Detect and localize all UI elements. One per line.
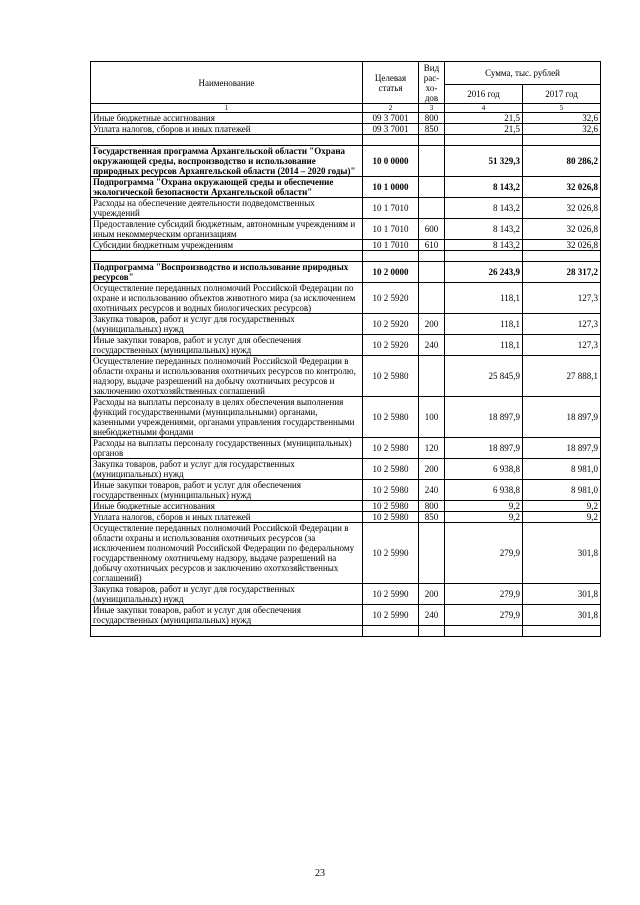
row-sum-2017: 8 981,0 [523, 459, 601, 480]
row-sum-2016: 21,5 [445, 124, 523, 135]
row-target-code: 10 2 5990 [363, 584, 419, 605]
page-number: 23 [315, 868, 325, 879]
row-expense-kind: 120 [419, 438, 445, 459]
spacer-cell [91, 626, 363, 637]
row-sum-2017: 9,2 [523, 501, 601, 512]
table-body [91, 113, 601, 637]
row-expense-kind: 100 [419, 397, 445, 438]
header-kind-line: Вид [423, 62, 440, 73]
row-target-code: 10 2 5980 [363, 356, 419, 397]
spacer-cell [419, 135, 445, 146]
row-expense-kind [419, 356, 445, 397]
row-name: Расходы на выплаты персоналу государственных (муниципальных) органов [91, 438, 363, 459]
row-expense-kind: 800 [419, 113, 445, 124]
table-row [91, 240, 601, 251]
spacer-row [91, 135, 601, 146]
column-index-row [91, 104, 601, 113]
row-sum-2016: 118,1 [445, 335, 523, 356]
row-sum-2016: 6 938,8 [445, 480, 523, 501]
row-sum-2016: 8 143,2 [445, 198, 523, 219]
row-target-code: 10 2 5990 [363, 605, 419, 626]
row-target-code: 10 1 7010 [363, 198, 419, 219]
table-row [91, 113, 601, 124]
row-sum-2017: 18 897,9 [523, 397, 601, 438]
spacer-cell [363, 626, 419, 637]
row-sum-2017: 32 026,8 [523, 240, 601, 251]
row-target-code: 10 2 5920 [363, 314, 419, 335]
row-sum-2016: 279,9 [445, 584, 523, 605]
row-target-code: 10 0 0000 [363, 146, 419, 177]
row-target-code: 10 1 0000 [363, 177, 419, 198]
row-sum-2017: 127,3 [523, 335, 601, 356]
table-row [91, 523, 601, 584]
row-sum-2016: 6 938,8 [445, 459, 523, 480]
header-kind [419, 62, 445, 104]
row-expense-kind: 800 [419, 501, 445, 512]
table-row [91, 584, 601, 605]
row-target-code: 10 1 7010 [363, 219, 419, 240]
budget-table [90, 61, 601, 637]
row-target-code: 10 2 5980 [363, 501, 419, 512]
row-sum-2017: 32 026,8 [523, 177, 601, 198]
row-target-code: 10 2 5920 [363, 335, 419, 356]
row-name: Иные закупки товаров, работ и услуг для обеспечения государственных (муниципальных) нужд [91, 605, 363, 626]
table-row [91, 459, 601, 480]
column-index: 4 [445, 104, 523, 113]
row-sum-2017: 32 026,8 [523, 198, 601, 219]
row-expense-kind: 240 [419, 605, 445, 626]
row-sum-2017: 301,8 [523, 584, 601, 605]
row-name: Осуществление переданных полномочий Российской Федерации по охране и использованию объектов животного мира (за исключением охотничьих ресурсов и водных биологических ресурсов) [91, 283, 363, 314]
header-kind-line: рас- [423, 72, 440, 83]
spacer-cell [523, 251, 601, 262]
row-sum-2016: 26 243,9 [445, 262, 523, 283]
row-expense-kind: 610 [419, 240, 445, 251]
row-expense-kind: 240 [419, 335, 445, 356]
row-sum-2017: 80 286,2 [523, 146, 601, 177]
row-target-code: 10 2 5980 [363, 397, 419, 438]
column-index: 2 [363, 104, 419, 113]
row-sum-2017: 301,8 [523, 523, 601, 584]
spacer-row [91, 626, 601, 637]
row-sum-2016: 9,2 [445, 512, 523, 523]
spacer-cell [91, 251, 363, 262]
row-name: Расходы на выплаты персоналу в целях обеспечения выполнения функций государственными (муниципальными) органами, казенными учреждениями, органами управления государственными внебюджетными фондами [91, 397, 363, 438]
table-row [91, 356, 601, 397]
row-expense-kind [419, 177, 445, 198]
row-name: Субсидии бюджетным учреждениям [91, 240, 363, 251]
header-sum: Сумма, тыс. рублей [445, 62, 601, 85]
row-target-code: 10 2 5980 [363, 512, 419, 523]
row-expense-kind: 240 [419, 480, 445, 501]
row-name: Уплата налогов, сборов и иных платежей [91, 512, 363, 523]
header-target: Целевая статья [363, 62, 419, 104]
spacer-cell [419, 251, 445, 262]
table-row [91, 438, 601, 459]
table-row [91, 219, 601, 240]
row-name: Иные закупки товаров, работ и услуг для обеспечения государственных (муниципальных) нужд [91, 335, 363, 356]
row-sum-2017: 301,8 [523, 605, 601, 626]
header-kind-line: дов [424, 92, 439, 103]
row-sum-2017: 32,6 [523, 124, 601, 135]
spacer-cell [445, 251, 523, 262]
spacer-cell [523, 135, 601, 146]
row-target-code: 10 2 0000 [363, 262, 419, 283]
row-name: Подпрограмма "Охрана окружающей среды и обеспечение экологической безопасности Архангельской области" [91, 177, 363, 198]
table-row [91, 605, 601, 626]
row-sum-2016: 25 845,9 [445, 356, 523, 397]
spacer-cell [523, 626, 601, 637]
row-name: Закупка товаров, работ и услуг для государственных (муниципальных) нужд [91, 459, 363, 480]
spacer-cell [445, 626, 523, 637]
row-sum-2016: 8 143,2 [445, 219, 523, 240]
row-target-code: 10 2 5980 [363, 480, 419, 501]
row-target-code: 10 1 7010 [363, 240, 419, 251]
row-expense-kind: 200 [419, 584, 445, 605]
row-sum-2016: 8 143,2 [445, 240, 523, 251]
row-sum-2016: 21,5 [445, 113, 523, 124]
row-expense-kind: 200 [419, 459, 445, 480]
row-target-code: 10 2 5920 [363, 283, 419, 314]
table-row [91, 283, 601, 314]
row-name: Иные бюджетные ассигнования [91, 501, 363, 512]
row-name: Предоставление субсидий бюджетным, автономным учреждениям и иным некоммерческим организациям [91, 219, 363, 240]
row-sum-2016: 279,9 [445, 523, 523, 584]
row-expense-kind [419, 198, 445, 219]
row-sum-2017: 127,3 [523, 283, 601, 314]
header-year-2017: 2017 год [523, 85, 601, 104]
row-sum-2016: 118,1 [445, 283, 523, 314]
row-sum-2017: 18 897,9 [523, 438, 601, 459]
table-row [91, 198, 601, 219]
row-expense-kind [419, 283, 445, 314]
row-target-code: 09 3 7001 [363, 113, 419, 124]
row-target-code: 10 2 5980 [363, 459, 419, 480]
table-row [91, 146, 601, 177]
row-expense-kind: 600 [419, 219, 445, 240]
table-row [91, 335, 601, 356]
row-sum-2016: 8 143,2 [445, 177, 523, 198]
spacer-row [91, 251, 601, 262]
row-name: Осуществление переданных полномочий Российской Федерации в области охраны и использования охотничьих ресурсов по контролю, надзору, выдаче разрешений на добычу охотничьих ресурсов и заключению охотхозяйственных соглашений [91, 356, 363, 397]
row-target-code: 10 2 5990 [363, 523, 419, 584]
row-name: Закупка товаров, работ и услуг для государственных (муниципальных) нужд [91, 584, 363, 605]
row-sum-2016: 9,2 [445, 501, 523, 512]
table-row [91, 512, 601, 523]
row-sum-2017: 8 981,0 [523, 480, 601, 501]
header-year-2016: 2016 год [445, 85, 523, 104]
row-sum-2016: 118,1 [445, 314, 523, 335]
row-target-code: 09 3 7001 [363, 124, 419, 135]
row-name: Осуществление переданных полномочий Российской Федерации в области охраны и использования охотничьих ресурсов (за исключением полномочий Российской Федерации по федеральному государственному охотничьему надзору, выдаче разрешений на добычу охотничьих ресурсов и заключению охотхозяйственных соглашений) [91, 523, 363, 584]
row-sum-2016: 18 897,9 [445, 438, 523, 459]
table-row [91, 124, 601, 135]
row-name: Государственная программа Архангельской области "Охрана окружающей среды, воспроизводство и использование природных ресурсов Архангельской области (2014 – 2020 годы)" [91, 146, 363, 177]
row-expense-kind [419, 146, 445, 177]
row-name: Иные бюджетные ассигнования [91, 113, 363, 124]
row-sum-2017: 127,3 [523, 314, 601, 335]
spacer-cell [363, 251, 419, 262]
row-sum-2016: 51 329,3 [445, 146, 523, 177]
row-sum-2017: 9,2 [523, 512, 601, 523]
header-name: Наименование [91, 62, 363, 104]
row-expense-kind: 850 [419, 124, 445, 135]
table-row [91, 314, 601, 335]
row-expense-kind [419, 523, 445, 584]
row-name: Закупка товаров, работ и услуг для государственных (муниципальных) нужд [91, 314, 363, 335]
row-expense-kind: 850 [419, 512, 445, 523]
table-row [91, 177, 601, 198]
column-index: 3 [419, 104, 445, 113]
row-name: Иные закупки товаров, работ и услуг для обеспечения государственных (муниципальных) нужд [91, 480, 363, 501]
spacer-cell [445, 135, 523, 146]
row-name: Расходы на обеспечение деятельности подведомственных учреждений [91, 198, 363, 219]
row-sum-2017: 27 888,1 [523, 356, 601, 397]
spacer-cell [91, 135, 363, 146]
row-sum-2016: 279,9 [445, 605, 523, 626]
column-index: 5 [523, 104, 601, 113]
row-target-code: 10 2 5980 [363, 438, 419, 459]
column-index: 1 [91, 104, 363, 113]
table-row [91, 397, 601, 438]
table-row [91, 262, 601, 283]
header-kind-line: хо- [425, 82, 438, 93]
row-sum-2017: 28 317,2 [523, 262, 601, 283]
row-sum-2016: 18 897,9 [445, 397, 523, 438]
spacer-cell [419, 626, 445, 637]
table-row [91, 501, 601, 512]
row-sum-2017: 32,6 [523, 113, 601, 124]
spacer-cell [363, 135, 419, 146]
row-expense-kind: 200 [419, 314, 445, 335]
row-expense-kind [419, 262, 445, 283]
row-sum-2017: 32 026,8 [523, 219, 601, 240]
row-name: Уплата налогов, сборов и иных платежей [91, 124, 363, 135]
table-row [91, 480, 601, 501]
row-name: Подпрограмма "Воспроизводство и использование природных ресурсов" [91, 262, 363, 283]
